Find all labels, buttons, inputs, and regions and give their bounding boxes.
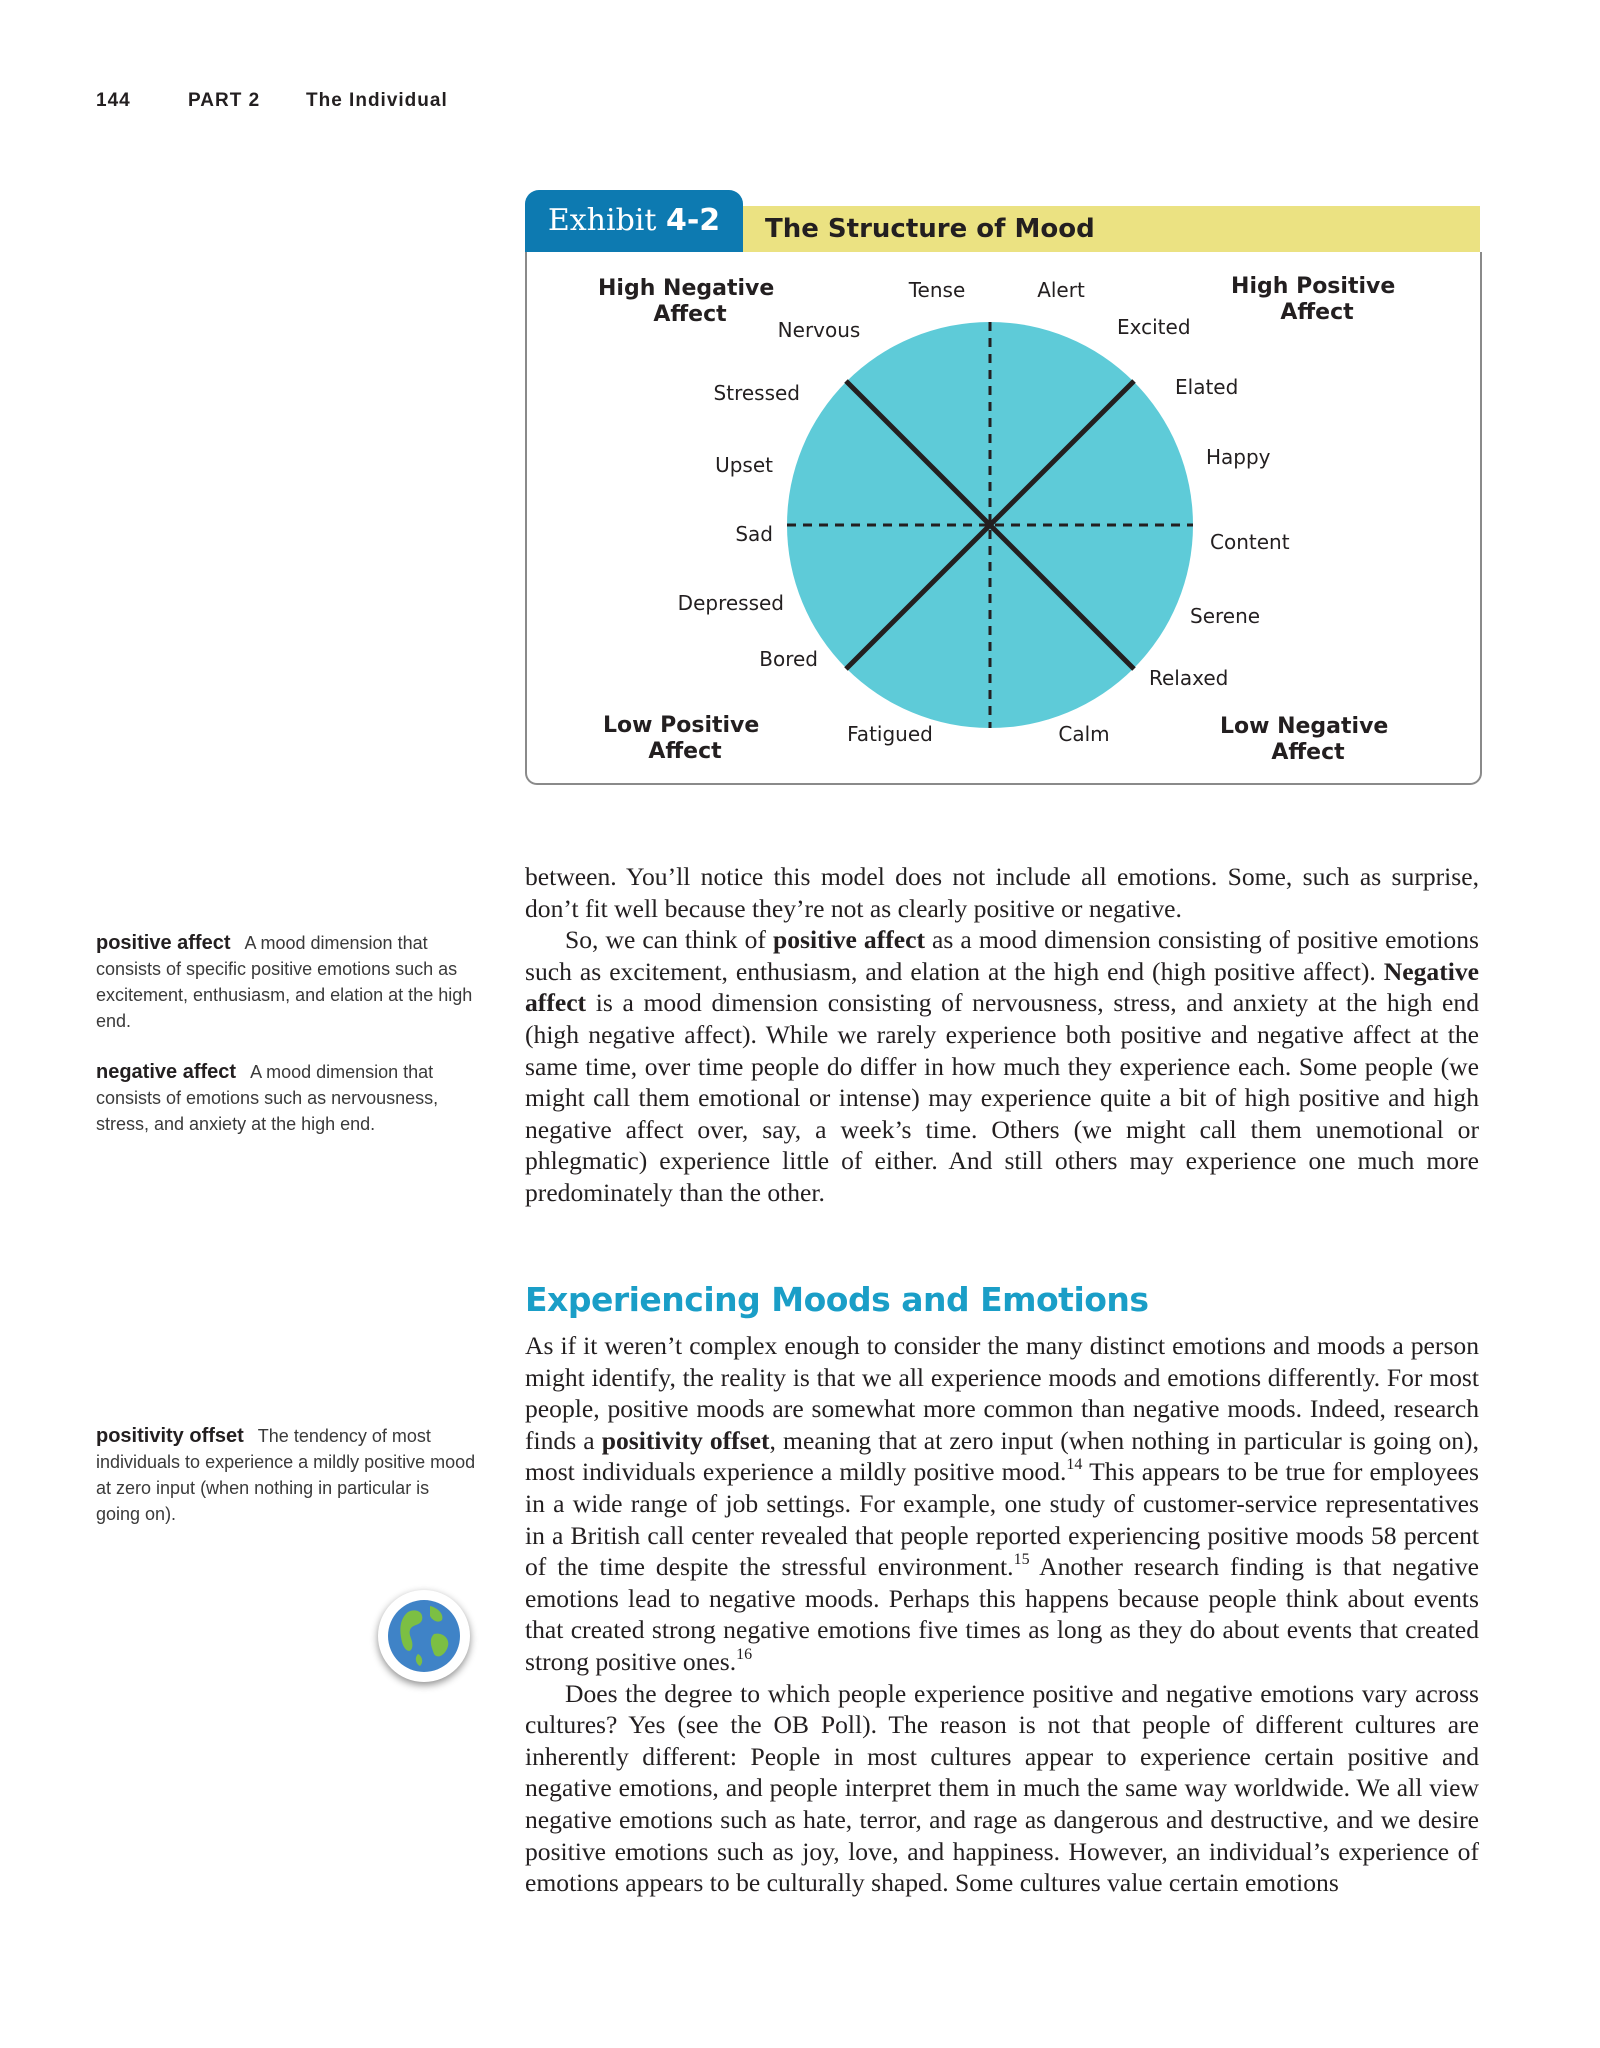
definition-text: The tendency of most individuals to experience a mildly positive mood at zero input (when nothing in particular is going on). <box>96 1426 476 1524</box>
term-positive-affect-inline: positive affect <box>772 925 925 955</box>
paragraph-4: Does the degree to which people experience positive and negative emotions vary across cultures? Yes (see the OB Poll). The reason is not that people of different cultures are inherently different: People in most cultures appear to experience certain positive and negative emotions, and people interpret them in much the same way worldwide. We all view negative emotions such as hate, terror, and rage as dangerous and destructive, and we desire positive emotions such as joy, love, and happiness. However, an individual’s experience of emotions appears to be culturally shaped. Some cultures value certain emotions <box>525 1678 1479 1898</box>
label-low-negative-affect-line2: Affect <box>1271 740 1345 765</box>
mood-calm: Calm <box>1058 722 1110 746</box>
mood-depressed: Depressed <box>677 591 784 615</box>
term-positivity-offset: positivity offset <box>96 1425 244 1447</box>
label-low-negative-affect <box>1220 714 1396 765</box>
label-low-negative-affect-line1: Low Negative <box>1219 714 1389 739</box>
label-low-positive-affect-line2: Affect <box>648 739 722 764</box>
paragraph-3: As if it weren’t complex enough to consider the many distinct emotions and moods a person might identify, the reality is that we all experience moods and emotions differently. For most people, positive moods are somewhat more common than negative moods. Indeed, research finds a positivity offset, meaning that at zero input (when nothing in particular is going on), most individuals experience a mildly positive mood.$^{14}$ This appears to be true for employees in a wide range of job settings. For example, one study of customer-service representatives in a British call center revealed that people reported experiencing positive moods 58 percent of the time despite the stressful environment.$^{15}$ Another research finding is that negative emotions lead to negative moods. Perhaps this happens because people think about events that created strong negative emotions five times as long as they do about events that created strong positive ones.$^{16}$ <box>525 1331 1479 1676</box>
exhibit-label <box>525 190 743 252</box>
mood-fatigued: Fatigued <box>847 722 933 746</box>
footnote-ref-15: 15 <box>1013 1551 1030 1569</box>
label-low-positive-affect <box>603 713 767 764</box>
exhibit-4-2 <box>525 190 1480 785</box>
term-negative-affect: negative affect <box>96 1061 237 1083</box>
term-positive-affect: positive affect <box>96 932 231 954</box>
label-high-negative-affect <box>598 276 782 327</box>
footnote-ref-14: 14 <box>1066 1456 1083 1474</box>
part-label: PART 2 <box>188 90 261 111</box>
mood-tense: Tense <box>908 278 966 302</box>
body-text-upper <box>525 861 1479 1209</box>
definition-positive-affect <box>96 930 478 1034</box>
label-high-negative-affect-line1: High Negative <box>598 276 775 301</box>
exhibit-label-word: Exhibit <box>547 203 657 238</box>
definition-negative-affect <box>96 1059 478 1137</box>
mood-alert: Alert <box>1037 278 1085 302</box>
globe-icon <box>378 1590 470 1682</box>
label-low-positive-affect-line1: Low Positive <box>603 713 760 738</box>
mood-elated: Elated <box>1175 375 1239 399</box>
exhibit-title: The Structure of Mood <box>743 206 1480 252</box>
label-high-negative-affect-line2: Affect <box>653 302 727 327</box>
body-text-lower <box>525 1330 1479 1899</box>
definition-positivity-offset <box>96 1423 478 1527</box>
term-negative-affect-inline: Negative affect <box>525 956 1479 1018</box>
mood-bored: Bored <box>759 647 818 671</box>
mood-content: Content <box>1210 530 1290 554</box>
mood-nervous: Nervous <box>777 318 861 342</box>
mood-stressed: Stressed <box>713 381 800 405</box>
mood-structure-diagram <box>525 252 1480 783</box>
paragraph-1: between. You’ll notice this model does not include all emotions. Some, such as surprise, don’t fit well because they’re not as clearly positive or negative. <box>525 862 1479 923</box>
page-number: 144 <box>96 90 131 111</box>
mood-upset: Upset <box>715 453 773 477</box>
paragraph-2: So, we can think of positive affect as a mood dimension consisting of positive emotions such as excitement, enthusiasm, and elation at the high end (high positive affect). Negative affect is a mood dimension consisting of nervousness, stress, and anxiety at the high end (high negative affect). While we rarely experience both positive and negative affect at the same time, over time people do differ in how much they experience each. Some people (we might call them emotional or intense) may experience quite a bit of high positive and high negative affect over, say, a week’s time. Others (we might call them unemotional or phlegmatic) experience little of either. And still others may experience one much more predominately than the other. <box>525 925 1479 1207</box>
running-head <box>96 90 448 112</box>
term-positivity-offset-inline: positivity offset <box>601 1425 770 1455</box>
mood-serene: Serene <box>1190 604 1261 628</box>
mood-happy: Happy <box>1206 445 1271 469</box>
mood-sad: Sad <box>735 522 773 546</box>
definition-text: A mood dimension that consists of emotions such as nervousness, stress, and anxiety at the high end. <box>96 1062 439 1134</box>
label-high-positive-affect <box>1231 274 1403 325</box>
part-title: The Individual <box>306 90 448 111</box>
exhibit-label-number: 4-2 <box>665 203 721 238</box>
mood-excited: Excited <box>1117 315 1191 339</box>
label-high-positive-affect-line2: Affect <box>1280 300 1354 325</box>
mood-relaxed: Relaxed <box>1149 666 1229 690</box>
footnote-ref-16: 16 <box>736 1645 753 1663</box>
section-heading: Experiencing Moods and Emotions <box>525 1280 1149 1319</box>
label-high-positive-affect-line1: High Positive <box>1231 274 1396 299</box>
definition-text: A mood dimension that consists of specific positive emotions such as excitement, enthusiasm, and elation at the high end. <box>96 933 473 1031</box>
